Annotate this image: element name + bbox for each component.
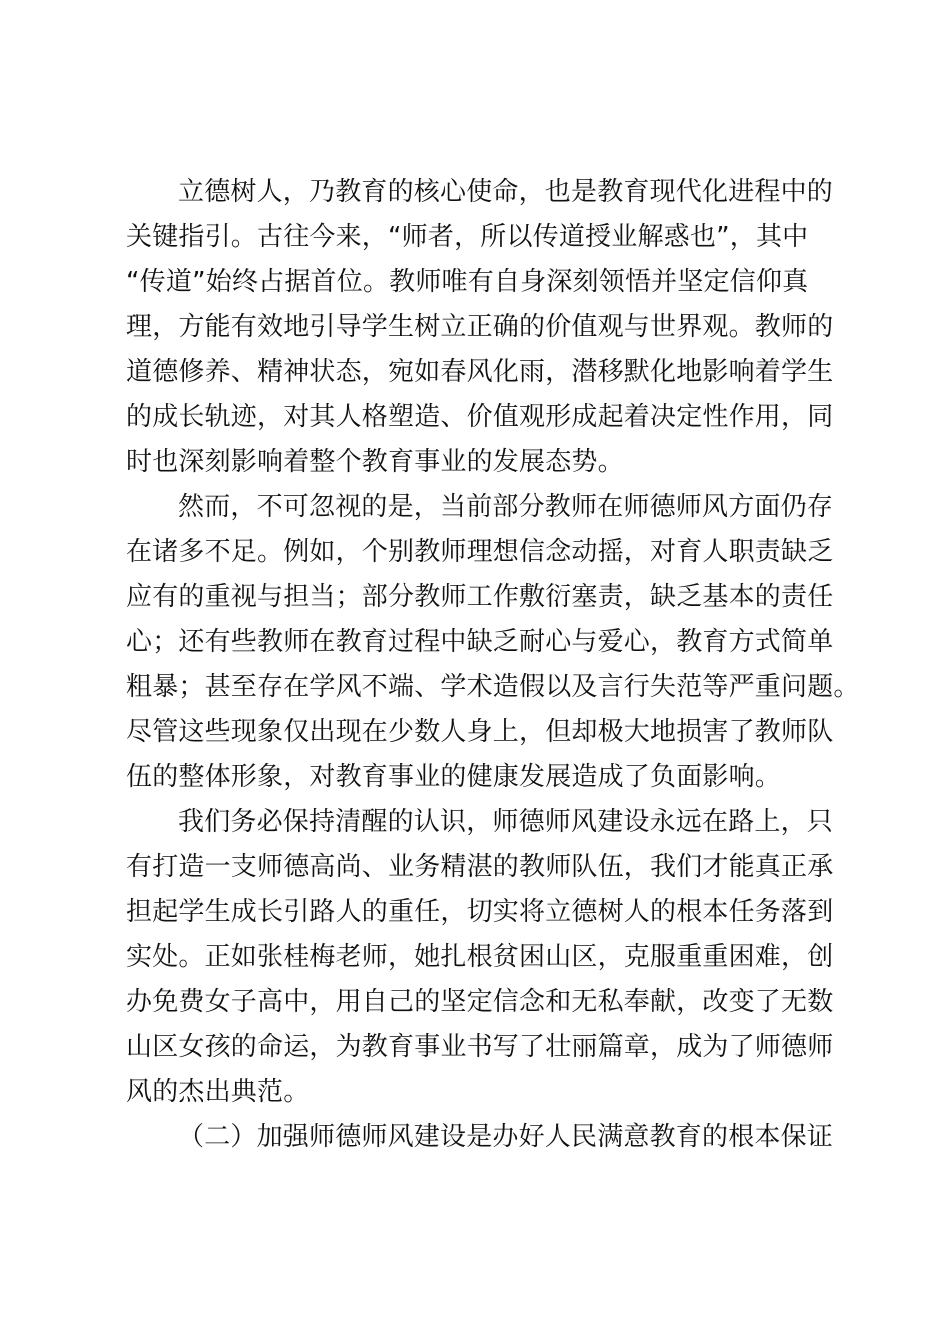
paragraph-1-line-3: “传道”始终占据首位。教师唯有自身深刻领悟并坚定信仰真 — [126, 267, 809, 297]
paragraph-3-line-3: 担起学生成长引路人的重任，切实将立德树人的根本任务落到 — [126, 897, 834, 927]
paragraph-3-line-7: 风的杰出典范。 — [126, 1077, 310, 1107]
section-heading: （二）加强师德师风建设是办好人民满意教育的根本保证 — [178, 1122, 834, 1152]
paragraph-1-line-7: 时也深刻影响着整个教育事业的发展态势。 — [126, 447, 624, 477]
paragraph-2-line-7: 伍的整体形象，对教育事业的健康发展造成了负面影响。 — [126, 762, 782, 792]
paragraph-3-line-2: 有打造一支师德高尚、业务精湛的教师队伍，我们才能真正承 — [126, 852, 834, 882]
paragraph-1-line-2: 关键指引。古往今来，“师者，所以传道授业解惑也”，其中 — [126, 222, 809, 252]
paragraph-2-line-3: 应有的重视与担当；部分教师工作敷衍塞责，缺乏基本的责任 — [126, 582, 834, 612]
paragraph-2-line-2: 在诸多不足。例如，个别教师理想信念动摇，对育人职责缺乏 — [126, 537, 834, 567]
paragraph-2-line-5: 粗暴；甚至存在学风不端、学术造假以及言行失范等严重问题。 — [126, 672, 860, 702]
paragraph-3-line-1: 我们务必保持清醒的认识，师德师风建设永远在路上，只 — [178, 807, 834, 837]
paragraph-2-line-6: 尽管这些现象仅出现在少数人身上，但却极大地损害了教师队 — [126, 717, 834, 747]
body-text — [126, 170, 860, 1160]
paragraph-2-line-1: 然而，不可忽视的是，当前部分教师在师德师风方面仍存 — [178, 492, 834, 522]
paragraph-2-line-4: 心；还有些教师在教育过程中缺乏耐心与爱心，教育方式简单 — [126, 627, 834, 657]
paragraph-3-line-4: 实处。正如张桂梅老师，她扎根贫困山区，克服重重困难，创 — [126, 942, 834, 972]
paragraph-3-line-6: 山区女孩的命运，为教育事业书写了壮丽篇章，成为了师德师 — [126, 1032, 834, 1062]
paragraph-1-line-5: 道德修养、精神状态，宛如春风化雨，潜移默化地影响着学生 — [126, 357, 834, 387]
paragraph-1-line-4: 理，方能有效地引导学生树立正确的价值观与世界观。教师的 — [126, 312, 834, 342]
paragraph-1-line-1: 立德树人，乃教育的核心使命，也是教育现代化进程中的 — [178, 177, 834, 207]
paragraph-1-line-6: 的成长轨迹，对其人格塑造、价值观形成起着决定性作用，同 — [126, 402, 834, 432]
paragraph-3-line-5: 办免费女子高中，用自己的坚定信念和无私奉献，改变了无数 — [126, 987, 834, 1017]
